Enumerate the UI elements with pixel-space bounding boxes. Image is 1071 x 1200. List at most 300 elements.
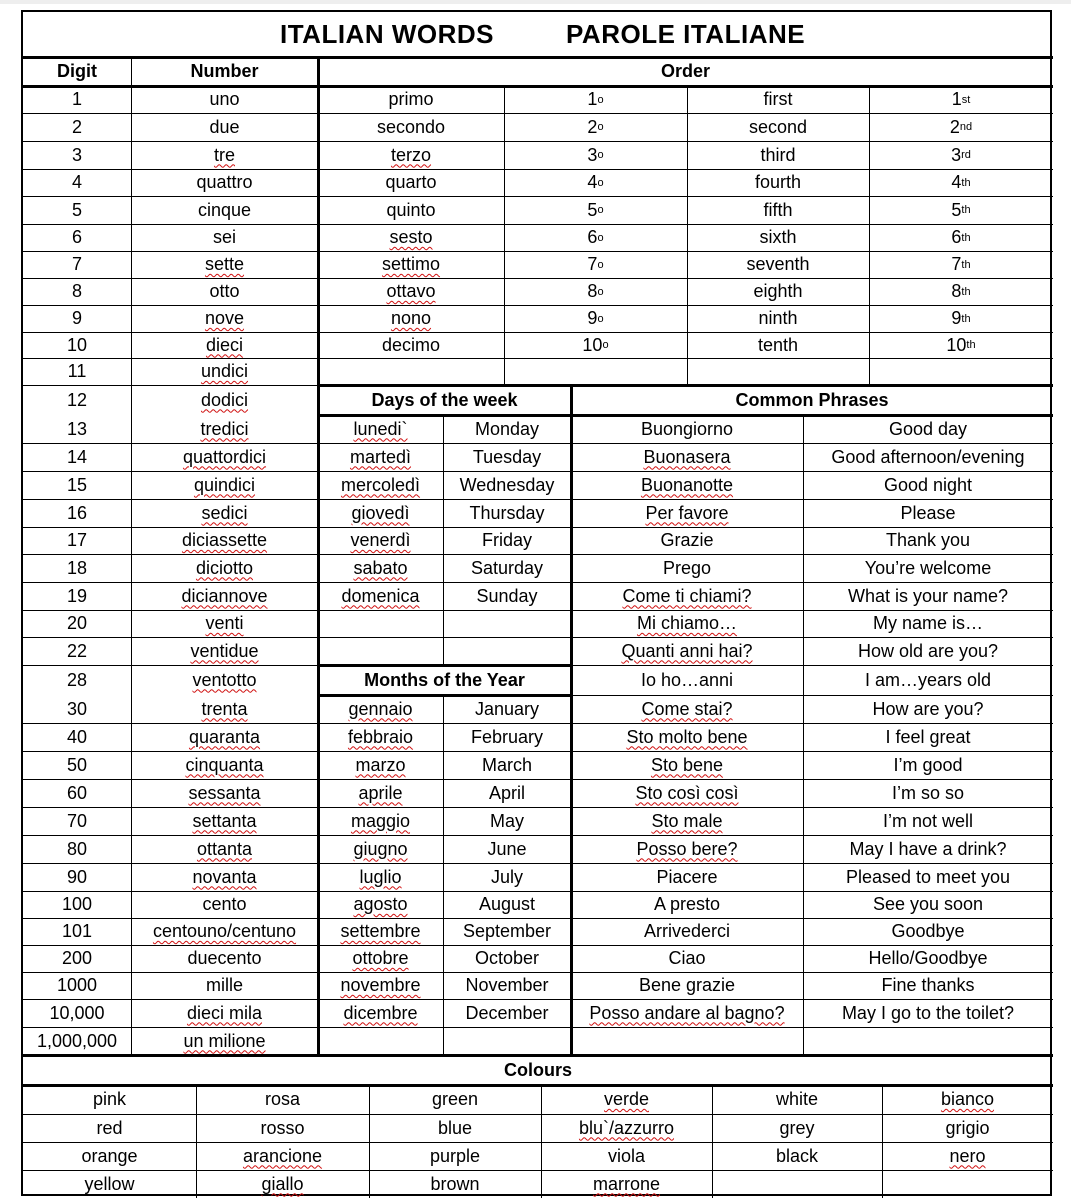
order-english-numeral: 7 th — [951, 254, 971, 274]
row-divider — [571, 751, 1053, 752]
row-divider — [318, 835, 571, 836]
row-divider — [571, 835, 1053, 836]
phrase-italian-cell-text: Io ho…anni — [640, 669, 734, 690]
row-divider — [318, 863, 571, 864]
row-divider — [318, 443, 571, 444]
number-word-cell-text: duecento — [187, 948, 262, 968]
phrase-english-cell — [803, 807, 1053, 835]
row-divider — [23, 56, 1053, 59]
order-italian-numeral-text: 5 — [587, 199, 598, 220]
order-italian-cell-text: quinto — [386, 199, 436, 220]
colour-cell-text: marrone — [592, 1173, 661, 1194]
row-divider — [23, 1084, 1053, 1087]
sheet-title-english-text: ITALIAN WORDS — [280, 19, 494, 49]
header-phrases-text: Common Phrases — [735, 389, 889, 410]
digit-cell-text: 10,000 — [49, 1002, 105, 1023]
order-italian-cell — [318, 169, 504, 196]
day-english-cell — [443, 443, 571, 471]
order-italian-numeral-text: 3 — [587, 144, 598, 165]
month-italian-cell — [318, 835, 443, 863]
digit-cell — [23, 196, 131, 224]
colour-cell-text: verde — [603, 1089, 650, 1109]
colour-cell-text: arancione — [242, 1145, 323, 1166]
phrase-english-cell — [803, 443, 1053, 471]
number-word-cell — [131, 1027, 318, 1055]
row-divider — [318, 779, 571, 780]
phrase-italian-cell — [571, 723, 803, 751]
phrase-italian-cell-text: Mi chiamo… — [636, 613, 738, 633]
colour-cell-text: orange — [81, 1145, 138, 1166]
number-word-cell — [131, 554, 318, 582]
digit-cell — [23, 972, 131, 999]
day-italian-cell-text: domenica — [341, 585, 420, 606]
phrase-italian-cell — [571, 835, 803, 863]
number-word-cell — [131, 332, 318, 358]
phrase-italian-cell — [571, 945, 803, 972]
digit-cell — [23, 723, 131, 751]
digit-cell — [23, 807, 131, 835]
colour-cell — [541, 1142, 712, 1170]
digit-cell-text: 101 — [61, 921, 93, 941]
digit-cell-text: 200 — [61, 948, 93, 968]
row-divider — [318, 332, 1053, 333]
header-digit — [23, 57, 131, 86]
row-divider — [23, 85, 1053, 88]
row-divider — [318, 918, 571, 919]
phrase-english-cell — [803, 499, 1053, 527]
colour-cell — [196, 1170, 369, 1198]
colour-cell — [541, 1085, 712, 1114]
row-divider — [318, 305, 1053, 306]
number-word-cell-text: diciotto — [195, 557, 254, 578]
phrase-english-cell-text: I’m not well — [882, 810, 974, 831]
row-divider — [23, 499, 318, 500]
header-days — [318, 385, 571, 415]
order-italian-numeral-text: 10 — [582, 334, 603, 355]
colour-cell — [882, 1170, 1053, 1198]
number-word-cell-text: tre — [213, 144, 235, 165]
window-edge — [0, 0, 1071, 4]
day-english-cell-text: Friday — [481, 530, 532, 550]
header-colours-text: Colours — [503, 1059, 572, 1080]
digit-cell-text: 8 — [71, 281, 82, 301]
order-italian-cell-text: secondo — [376, 116, 446, 137]
digit-cell-text: 1,000,000 — [36, 1030, 118, 1051]
order-italian-numeral-text: 9 — [587, 308, 598, 328]
month-english-cell-text: June — [487, 838, 527, 859]
digit-cell-text: 5 — [71, 199, 82, 220]
order-english-cell-text: third — [760, 144, 796, 165]
column-divider — [504, 86, 505, 385]
column-divider — [687, 86, 688, 385]
number-word-cell-text: quattro — [196, 172, 253, 192]
order-english-cell — [687, 86, 869, 113]
number-word-cell — [131, 196, 318, 224]
number-word-cell — [131, 637, 318, 665]
digit-cell-text: 22 — [66, 640, 88, 661]
number-word-cell-text: sessanta — [188, 782, 261, 803]
row-divider — [571, 610, 1053, 611]
digit-cell — [23, 527, 131, 554]
phrase-english-cell — [803, 695, 1053, 723]
colour-cell — [23, 1085, 196, 1114]
row-divider — [23, 972, 318, 973]
phrase-italian-cell-text: Prego — [662, 557, 712, 578]
order-italian-cell — [318, 251, 504, 278]
digit-cell-text: 80 — [66, 838, 88, 859]
header-colours — [23, 1055, 1053, 1085]
digit-cell-text: 1 — [71, 89, 82, 109]
phrase-italian-cell — [571, 443, 803, 471]
column-divider — [869, 86, 870, 385]
number-word-cell-text: tredici — [200, 418, 249, 439]
phrase-english-cell-text: I feel great — [885, 726, 971, 747]
phrase-italian-cell — [571, 527, 803, 554]
phrase-english-cell — [803, 751, 1053, 779]
colour-cell — [196, 1085, 369, 1114]
month-english-cell-text: May — [489, 810, 524, 831]
day-italian-cell — [318, 415, 443, 443]
row-divider — [23, 751, 318, 752]
month-italian-cell-text: dicembre — [343, 1002, 418, 1023]
order-english-numeral-text: 10 — [946, 334, 967, 355]
sheet-title-italian-text: PAROLE ITALIANE — [566, 19, 806, 49]
month-english-cell — [443, 835, 571, 863]
number-word-cell — [131, 610, 318, 637]
number-word-cell-text: ventotto — [192, 669, 257, 690]
phrase-english-cell — [803, 891, 1053, 918]
month-english-cell-text: September — [462, 921, 552, 941]
phrase-english-cell-text: My name is… — [872, 613, 984, 633]
number-word-cell-text: quindici — [193, 474, 256, 495]
row-divider — [571, 863, 1053, 864]
order-italian-cell-text: sesto — [389, 227, 433, 247]
month-english-cell-text: November — [465, 975, 549, 995]
colour-cell — [541, 1114, 712, 1142]
number-word-cell — [131, 499, 318, 527]
header-number — [131, 57, 318, 86]
month-english-cell — [443, 751, 571, 779]
phrase-english-cell — [803, 610, 1053, 637]
digit-cell — [23, 999, 131, 1027]
order-english-cell-text: seventh — [746, 254, 810, 274]
digit-cell-text: 12 — [66, 389, 88, 410]
day-english-cell — [443, 499, 571, 527]
month-italian-cell-text: agosto — [353, 894, 408, 914]
order-italian-cell-text: decimo — [381, 334, 441, 355]
digit-cell-text: 19 — [66, 585, 88, 606]
month-italian-cell — [318, 723, 443, 751]
row-divider — [318, 224, 1053, 225]
number-word-cell-text: cento — [202, 894, 247, 914]
phrase-english-cell-text: How old are you? — [857, 640, 999, 661]
order-italian-cell — [318, 86, 504, 113]
row-divider — [23, 224, 318, 225]
number-word-cell-text: nove — [204, 308, 245, 328]
colour-cell-text: giallo — [261, 1173, 304, 1194]
phrase-english-cell — [803, 918, 1053, 945]
digit-cell — [23, 471, 131, 499]
number-word-cell-text: settanta — [192, 810, 257, 831]
digit-cell — [23, 415, 131, 443]
phrase-italian-cell — [571, 665, 803, 695]
number-word-cell — [131, 723, 318, 751]
month-italian-cell — [318, 945, 443, 972]
row-divider — [571, 582, 1053, 583]
number-word-cell-text: trenta — [201, 698, 248, 719]
colour-cell-text: rosso — [260, 1117, 305, 1138]
digit-cell-text: 28 — [66, 669, 88, 690]
day-italian-cell — [318, 499, 443, 527]
digit-cell-text: 70 — [66, 810, 88, 831]
colour-cell-text: grey — [779, 1117, 815, 1138]
phrase-english-cell-text: May I have a drink? — [849, 838, 1007, 859]
number-word-cell-text: cinque — [197, 199, 252, 220]
row-divider — [23, 358, 318, 359]
number-word-cell-text: dieci — [205, 334, 244, 355]
day-italian-cell-text: giovedì — [351, 502, 410, 523]
column-divider — [196, 1085, 197, 1198]
order-italian-cell — [318, 332, 504, 358]
colour-cell — [712, 1114, 882, 1142]
number-word-cell-text: diciassette — [181, 530, 268, 550]
colour-cell-text: viola — [607, 1145, 646, 1166]
digit-cell-text: 15 — [66, 474, 88, 495]
row-divider — [318, 527, 571, 528]
row-divider — [318, 196, 1053, 197]
month-english-cell — [443, 918, 571, 945]
column-divider — [712, 1085, 713, 1198]
number-word-cell — [131, 443, 318, 471]
digit-cell — [23, 385, 131, 415]
row-divider — [318, 169, 1053, 170]
number-word-cell-text: sette — [204, 254, 245, 274]
order-english-numeral: 3 rd — [951, 144, 971, 165]
digit-cell — [23, 358, 131, 385]
order-italian-cell — [318, 278, 504, 305]
row-divider — [23, 637, 318, 638]
digit-cell — [23, 554, 131, 582]
month-english-cell — [443, 723, 571, 751]
phrase-italian-cell — [571, 415, 803, 443]
digit-cell-text: 2 — [71, 116, 82, 137]
month-english-cell-text: April — [488, 782, 525, 803]
phrase-italian-cell-text: Buonasera — [643, 446, 731, 467]
row-divider — [571, 972, 1053, 973]
colour-cell-text: pink — [92, 1089, 127, 1109]
digit-cell-text: 40 — [66, 726, 88, 747]
month-italian-cell-text: marzo — [355, 754, 406, 775]
colour-cell — [23, 1142, 196, 1170]
digit-cell-text: 7 — [71, 254, 82, 274]
phrase-english-cell-text: I am…years old — [864, 669, 992, 690]
row-divider — [23, 1142, 1053, 1143]
month-english-cell-text: March — [481, 754, 532, 775]
month-english-cell-text: January — [474, 698, 540, 719]
day-italian-cell-text: martedì — [349, 446, 412, 467]
colour-cell — [712, 1085, 882, 1114]
month-english-cell — [443, 972, 571, 999]
row-divider — [318, 637, 571, 638]
phrase-english-cell — [803, 835, 1053, 863]
order-english-numeral-text: 8 — [951, 281, 962, 301]
number-word-cell-text: sedici — [201, 502, 248, 523]
phrase-italian-cell-text: Posso bere? — [636, 838, 738, 859]
phrase-english-cell — [803, 972, 1053, 999]
digit-cell-text: 30 — [66, 698, 88, 719]
day-italian-cell — [318, 471, 443, 499]
number-word-cell-text: sei — [212, 227, 236, 247]
colour-cell — [369, 1114, 541, 1142]
phrase-english-cell — [803, 779, 1053, 807]
colour-cell — [882, 1114, 1053, 1142]
order-english-cell-text: second — [748, 116, 808, 137]
day-english-cell-text: Sunday — [476, 585, 538, 606]
row-divider — [318, 1027, 571, 1028]
digit-cell — [23, 332, 131, 358]
number-word-cell — [131, 835, 318, 863]
phrase-english-cell — [803, 863, 1053, 891]
order-italian-cell — [318, 141, 504, 169]
number-word-cell — [131, 278, 318, 305]
row-divider — [318, 471, 571, 472]
number-word-cell-text: venti — [205, 613, 244, 633]
digit-cell-text: 10 — [66, 334, 88, 355]
digit-cell-text: 13 — [66, 418, 88, 439]
order-italian-cell-text: quarto — [385, 172, 437, 192]
order-english-numeral: 9 th — [951, 308, 971, 328]
order-english-cell-text: sixth — [759, 227, 797, 247]
month-english-cell-text: October — [474, 948, 540, 968]
phrase-english-cell-text: How are you? — [872, 698, 984, 719]
number-word-cell-text: dieci mila — [186, 1002, 263, 1023]
digit-cell — [23, 278, 131, 305]
number-word-cell — [131, 972, 318, 999]
phrase-english-cell — [803, 415, 1053, 443]
row-divider — [23, 610, 318, 611]
digit-cell-text: 11 — [67, 361, 87, 381]
colour-cell-text: blu`/azzurro — [578, 1117, 675, 1138]
colour-cell-text: yellow — [84, 1173, 135, 1194]
order-italian-cell — [318, 305, 504, 332]
colour-cell-text: nero — [949, 1145, 986, 1166]
month-italian-cell-text: novembre — [340, 975, 421, 995]
order-italian-numeral-text: 6 — [587, 227, 598, 247]
row-divider — [23, 582, 318, 583]
phrase-english-cell — [803, 637, 1053, 665]
row-divider — [23, 835, 318, 836]
order-italian-numeral: 1 o — [587, 89, 604, 109]
phrase-italian-cell-text: Sto molto bene — [626, 726, 748, 747]
order-english-numeral-text: 4 — [951, 172, 962, 192]
colour-cell-text: rosa — [264, 1089, 300, 1109]
day-english-cell-text: Tuesday — [472, 446, 542, 467]
phrase-italian-cell — [571, 499, 803, 527]
order-english-cell-text: ninth — [758, 308, 798, 328]
order-english-cell — [687, 251, 869, 278]
phrase-english-cell — [803, 582, 1053, 610]
colour-cell-text: brown — [430, 1173, 480, 1194]
digit-cell — [23, 610, 131, 637]
day-english-cell — [443, 471, 571, 499]
row-divider — [318, 751, 571, 752]
day-italian-cell — [318, 582, 443, 610]
month-english-cell-text: August — [478, 894, 536, 914]
digit-cell-text: 9 — [71, 308, 82, 328]
colour-cell — [882, 1142, 1053, 1170]
number-word-cell — [131, 582, 318, 610]
phrase-english-cell — [803, 471, 1053, 499]
header-digit-text: Digit — [57, 61, 97, 81]
row-divider — [23, 141, 318, 142]
row-divider — [23, 723, 318, 724]
phrase-italian-cell-text: Arrivederci — [643, 921, 731, 941]
order-english-numeral: 5 th — [951, 199, 971, 220]
colour-cell — [712, 1170, 882, 1198]
digit-cell — [23, 251, 131, 278]
day-english-cell — [443, 554, 571, 582]
number-word-cell-text: otto — [209, 281, 240, 301]
digit-cell — [23, 863, 131, 891]
colour-cell-text: red — [96, 1117, 123, 1138]
number-word-cell — [131, 999, 318, 1027]
row-divider — [571, 918, 1053, 919]
row-divider — [571, 945, 1053, 946]
header-order — [318, 57, 1053, 86]
order-italian-cell-text: ottavo — [386, 281, 436, 301]
digit-cell — [23, 918, 131, 945]
order-italian-cell-text: terzo — [390, 144, 432, 165]
colour-cell — [541, 1170, 712, 1198]
order-italian-numeral-text: 2 — [587, 116, 598, 137]
month-italian-cell — [318, 695, 443, 723]
phrase-english-cell-text: I’m so so — [891, 782, 965, 803]
row-divider — [23, 665, 318, 666]
month-italian-cell-text: giugno — [353, 838, 408, 859]
phrase-english-cell-text: Pleased to meet you — [845, 866, 1011, 887]
phrase-english-cell — [803, 723, 1053, 751]
phrase-italian-cell — [571, 751, 803, 779]
row-divider — [23, 779, 318, 780]
row-divider — [23, 443, 318, 444]
number-word-cell — [131, 471, 318, 499]
order-english-cell-text: eighth — [753, 281, 803, 301]
row-divider — [318, 891, 571, 892]
digit-cell — [23, 169, 131, 196]
order-english-numeral: 8 th — [951, 281, 971, 301]
digit-cell — [23, 443, 131, 471]
phrase-italian-cell-text: Sto bene — [650, 754, 724, 775]
day-italian-cell — [318, 443, 443, 471]
month-english-cell — [443, 891, 571, 918]
number-word-cell — [131, 141, 318, 169]
row-divider — [571, 723, 1053, 724]
row-divider — [318, 694, 571, 697]
row-divider — [318, 113, 1053, 114]
header-months — [318, 665, 571, 695]
order-italian-numeral-text: 4 — [587, 172, 598, 192]
digit-cell — [23, 582, 131, 610]
digit-cell-text: 20 — [66, 613, 88, 633]
row-divider — [318, 358, 1053, 359]
row-divider — [23, 385, 318, 386]
colour-cell — [369, 1085, 541, 1114]
digit-cell-text: 50 — [66, 754, 88, 775]
phrase-italian-cell-text: Come stai? — [641, 698, 733, 719]
row-divider — [23, 1170, 1053, 1171]
digit-cell — [23, 891, 131, 918]
month-italian-cell-text: maggio — [350, 810, 411, 831]
